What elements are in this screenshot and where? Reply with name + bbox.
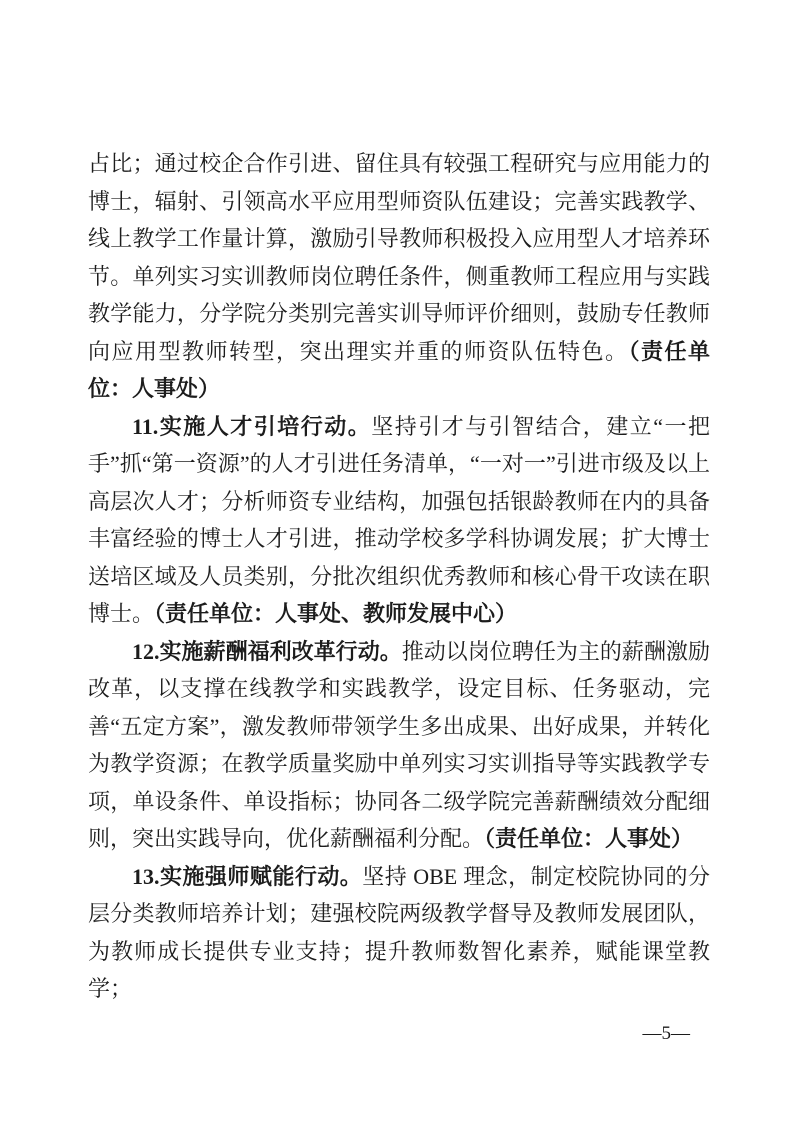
paragraph-text: 占比；通过校企合作引进、留住具有较强工程研究与应用能力的博士，辐射、引领高水平应用型师资队伍建设；完善实践教学、线上教学工作量计算，激励引导教师积极投入应用型人才培养环节。单列实习实训教师岗位聘任条件，侧重教师工程应用与实践教学能力，分学院分类别完善实训导师评价细则，鼓励专任教师向应用型教师转型，突出理实并重的师资队伍特色。: [88, 151, 710, 364]
responsible-unit: （责任单位：人事处）: [484, 826, 694, 851]
paragraph-lead: 12.实施薪酬福利改革行动。: [132, 638, 402, 664]
page-number: —5—: [642, 1023, 690, 1044]
paragraph-text: 推动以岗位聘任为主的薪酬激励改革，以支撑在线教学和实践教学，设定目标、任务驱动，完善“五定方案”，激发教师带领学生多出成果、出好成果，并转化为教学资源；在教学质量奖励中单列实习实训指导等实践教学专项，单设条件、单设指标；协同各二级学院完善薪酬绩效分配细则，突出实践导向，优化薪酬福利分配。: [88, 638, 710, 851]
paragraph-lead: 13.实施强师赋能行动。: [132, 863, 363, 889]
paragraph-text: 坚持引才与引智结合，建立“一把手”抓“第一资源”的人才引进任务清单，“一对一”引进市级及以上高层次人才；分析师资专业结构，加强包括银龄教师在内的具备丰富经验的博士人才引进，推动学校多学科协调发展；扩大博士送培区域及人员类别，分批次组织优秀教师和核心骨干攻读在职博士。: [88, 413, 710, 626]
responsible-unit: （责任单位：人事处、教师发展中心）: [154, 601, 518, 626]
paragraph-text: 坚持 OBE 理念，制定校院协同的分层分类教师培养计划；建强校院两级教学督导及教师发展团队，为教师成长提供专业支持；提升教师数智化素养，赋能课堂教学；: [88, 863, 710, 1001]
document-body: [88, 145, 710, 1008]
body-paragraph: [88, 145, 710, 408]
paragraph-lead: 11.实施人才引培行动。: [132, 413, 372, 439]
body-paragraph: [88, 633, 710, 858]
body-paragraph: [88, 858, 710, 1008]
responsible-unit: （责任单位：人事处）: [88, 338, 710, 401]
body-paragraph: [88, 408, 710, 633]
